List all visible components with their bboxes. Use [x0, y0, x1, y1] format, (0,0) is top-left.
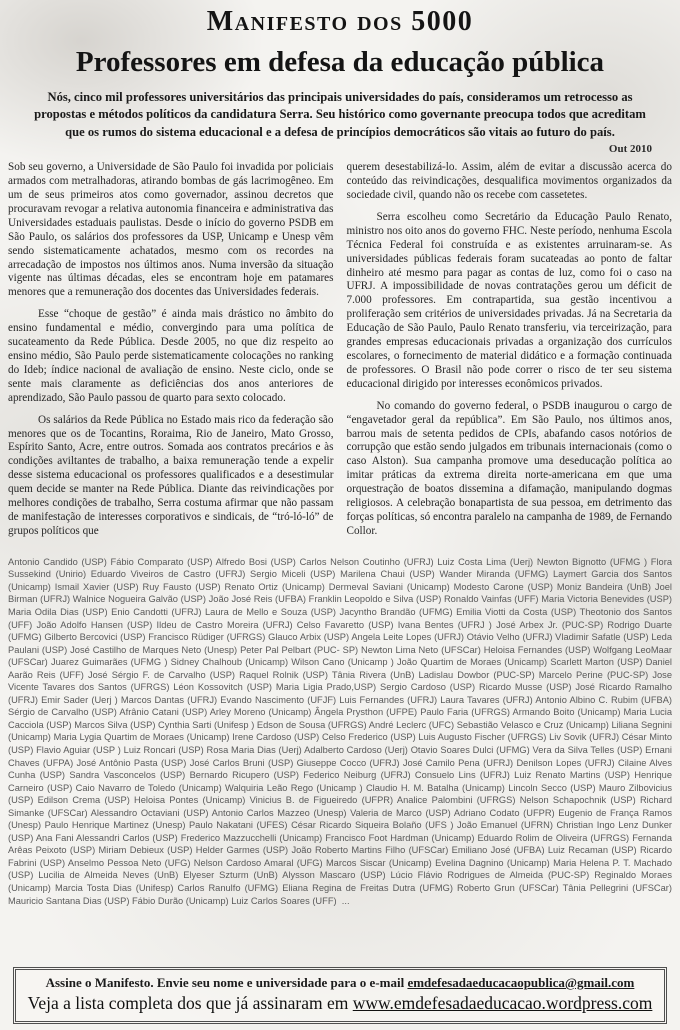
email-link[interactable]: emdefesadaeducacaopublica@gmail.com [407, 975, 635, 990]
website-link[interactable]: www.emdefesadaeducacao.wordpress.com [352, 993, 653, 1013]
right-column [347, 161, 673, 547]
article-body [0, 155, 680, 547]
intro-paragraph: Nós, cinco mil professores universitários das principais universidades do país, consideramos um retrocesso as propostas e métodos políticos da candidatura Serra. Seu histórico como governante preocupa todos que acreditam que os rumos do sistema educacional e a defesa de princípios democráticos são vitais ao futuro do país. [34, 89, 646, 140]
dateline: Out 2010 [608, 143, 652, 156]
paragraph: Serra escolheu como Secretário da Educação Paulo Renato, ministro nos oito anos do governo FHC. Neste período, nenhuma Escola Técnica Federal foi construída e as existentes arruinaram-se. As universidades públicas federais foram sucateadas ao ponto de faltar dinheiro até mesmo para pagar as contas de luz, como foi o caso na UFRJ. A impossibilidade de novas contratações gerou um déficit de 7.000 professores. Em contrapartida, sua gestão incentivou a proliferação sem critérios de universidades privadas. Já na Secretaria da Educação de São Paulo, Paulo Renato transferiu, via terceirização, para grandes empresas educacionais privadas a organização dos currículos escolares, o fornecimento de material didático e a formação continuada de professores. O Brasil não pode correr o risco de ter seu sistema educacional dirigido por interesses econômicos privados. [346, 210, 672, 390]
paragraph: Os salários da Rede Pública no Estado mais rico da federação são menores que os de Tocantins, Roraima, Rio de Janeiro, Mato Grosso, Espírito Santo, Acre, entre outros. Somada aos contratos precários e às condições aviltantes de trabalho, a baixa remuneração tende a expelir desse sistema educacional os professores qualificados e a desestimular quem decide se manter na Rede Pública. Diante das reivindicações por melhores condições de trabalho, Serra costuma afirmar que não passam de manifestação de interesses corporativos e sindicais, de “tró-ló-ló” de grupos políticos que [8, 413, 334, 537]
page-title: Manifesto dos 5000 [206, 6, 474, 37]
footer-call-to-action [13, 967, 667, 1024]
signatory-names: Antonio Candido (USP) Fábio Comparato (USP) Alfredo Bosi (USP) Carlos Nelson Coutinho (UFRJ) Luiz Costa Lima (Uerj) Newton Bignotto (UFMG ) Flora Sussekind (Unirio) Eduardo Viveiros de Castro (UFRJ) Sergio Miceli (USP) Marilena Chaui (USP) Wander Miranda (UFMG) Laymert Garcia dos Santos (Unicamp) Ismail Xavier (USP) Ruy Fausto (USP) Renato Ortiz (Unicamp) Dermeval Saviani (Unicamp) Modesto Carone (USP) Moniz Bandeira (UnB) Joel Birman (UFRJ) Walnice Nogueira Galvão (USP) João José Reis (UFBA) Franklin Leopoldo e Silva (USP) Ronaldo Vainfas (UFF) Maria Victoria Benevides (USP) Maria Odila Dias (USP) Enio Candotti (UFRJ) Laura de Mello e Souza (USP) Jacyntho Brandão (UFMG) Emilia Viotti da Costa (USP) Theotonio dos Santos (UFF) João Adolfo Hansen (USP) Ildeu de Castro Moreira (UFRJ) Celso Favaretto (USP) Ivana Bentes (UFRJ ) José Arbex Jr. (PUC-SP) Rodrigo Duarte (UFMG) Gilberto Bercovici (USP) Francisco Rüdiger (UFRGS) Glauco Arbix (USP) Angela Leite Lopes (UFRJ) Otávio Velho (UFRJ) Vladimir Safatle (USP) Leda Paulani (USP) José Castilho de Marques Neto (Unesp) Peter Pal Pelbart (PUC- SP) Newton Lima Neto (UFSCar) Heloisa Fernandes (USP) Wolfgang LeoMaar (UFSCar) Juarez Guimarães (UFMG ) Sidney Chalhoub (Unicamp) Wilson Cano (Unicamp ) João Quartim de Moraes (Unicamp) Scarlett Marton (USP) Daniel Aarão Reis (UFF) José Sérgio F. de Carvalho (USP) Raquel Rolnik (USP) Tânia Rivera (UnB) Ladislau Dowbor (PUC-SP) Marcelo Perine (PUC-SP) Jose Vicente Tavares dos Santos (UFRGS) Léon Kossovitch (USP) Maria Ligia Prado,USP) Sergio Cardoso (USP) Ricardo Musse (USP) José Ricardo Ramalho (UFRJ) Emir Sader (Uerj ) Marcos Dantas (UFRJ) Evando Nascimento (UFJF) Luis Fernandes (UFRJ) Laura Tavares (UFRJ) Antonio Albino C. Rubim (UFBA) Sérgio de Carvalho (USP) Afrânio Catani (USP) Arley Moreno (Unicamp) Ângela Prysthon (UFPE) Paulo Faria (UFRGS) Armando Boito (Unicamp) Maria Lucia Cacciola (USP) Marcos Silva (USP) Cynthia Sarti (Unifesp ) Edson de Sousa (UFRGS) André Leclerc (UFC) Sebastião Velasco e Cruz (Unicamp) Liliana Segnini (Unicamp) Maria Lygia Quartim de Moraes (Unicamp) Irene Cardoso (USP) Celso Frederico (USP) Luis Augusto Fischer (UFRGS) Liv Sovik (UFRJ) César Minto (USP) Flavio Aguiar (USP ) Luiz Roncari (USP) Rosa Maria Dias (Uerj) Adalberto Cardoso (Uerj) Otavio Soares Dulci (UFMG) Vera da Silva Telles (USP) Ernani Chaves (UFPA) José Antônio Pasta (USP) José Carlos Bruni (USP) Giuseppe Cocco (UFRJ) José Camilo Pena (UFRJ) Denilson Lopes (UFRJ) Cilaine Alves Cunha (USP) Sandra Vasconcelos (USP) Bernardo Ricupero (USP) Federico Neiburg (UFRJ) Consuelo Lins (UFRJ) Luiz Renato Martins (USP) Henrique Carneiro (USP) Caio Navarro de Toledo (Unicamp) Walquiria Leão Rego (Unicamp ) Claudio H. M. Batalha (Unicamp) Lincoln Secco (USP) Mauro Zilbovicius (USP) Edilson Crema (USP) Heloisa Pontes (Unicamp) Vinicius B. de Figueiredo (UFPR) Analice Palombini (UFRGS) Nelson Schapochnik (USP) Richard Simanke (UFSCar) Alessandro Octaviani (USP) Antonio Carlos Mazzeo (Unesp) Valeria de Marco (USP) Adriano Codato (UFPR) Eugenio de França Ramos (Unesp) Paulo Henrique Martinez (Unesp) Paulo Nakatani (UFES) César Ricardo Siqueira Bolaño (UFS ) João Emanuel (UFRN) Christian Ingo Lenz Dunker (USP) Ana Fani Alessandri Carlos (USP) Frederico Mazzucchelli (Unicamp) Francisco Foot Hardman (Unicamp) Eduardo Rolim de Oliveira (UFRGS) Fernanda Arêas Peixoto (USP) Miriam Debieux (USP) Helder Garmes (USP) João Roberto Martins Filho (UFSCar) Emiliano José (UFBA) Luiz Recaman (USP) Ricardo Fabrini (USP) Anselmo Pessoa Neto (UFG) Nelson Cardoso Amaral (UFG) Marcos Siscar (Unicamp) Evelina Dagnino (Unicamp) Maria Helena P. T. Machado (USP) Lucilia de Almeida Neves (UnB) Elyeser Szturm (UnB) Alysson Mascaro (USP) Lúcio Flávio Rodrigues de Almeida (PUC-SP) Reginaldo Moraes (Unicamp) Marcia Tosta Dias (Unifesp) Carlos Ranulfo (UFMG) Eliana Regina de Freitas Dutra (UFMG) Roberto Grun (UFSCar) Tânia Pellegrini (UFSCar) Mauricio Santana Dias (USP) Fábio Durão (Unicamp) Luiz Carlos Soares (UFF) [8, 556, 672, 906]
footer-signup-line [26, 975, 654, 991]
signatories-list [8, 556, 672, 907]
paragraph: Sob seu governo, a Universidade de São Paulo foi invadida por policiais armados com metralhadoras, atirando bombas de gás lacrimogêneo. Em um de seus primeiros atos como governador, assinou decretos que procuravam revogar a relativa autonomia financeira e administrativa das Universidades estaduais paulistas. Desde o início do governo PSDB em São Paulo, os salários dos professores da USP, Unicamp e Unesp vêm sendo sistematicamente achatados, mesmo com os recordes na arrecadação de impostos nos últimos anos. Numa inversão da situação vigente nas últimas décadas, eles se encontram hoje em patamares menores que a remuneração dos docentes das Universidades federais. [8, 161, 334, 299]
paragraph: querem desestabilizá-lo. Assim, além de evitar a discussão acerca do conteúdo das reivindicações, desqualifica movimentos organizados da sociedade civil, quando não os recebe com cassetetes. [346, 161, 672, 202]
page-subtitle: Professores em defesa da educação pública [75, 45, 605, 78]
left-column [8, 161, 334, 547]
masthead [0, 0, 680, 155]
footer-signup-text: Assine o Manifesto. Envie seu nome e universidade para o e-mail [45, 975, 408, 990]
footer-list-text: Veja a lista completa dos que já assinaram em [27, 993, 353, 1013]
footer-list-line [26, 993, 654, 1014]
paragraph: No comando do governo federal, o PSDB inaugurou o cargo de “engavetador geral da república”. Em São Paulo, nos últimos anos, barrou mais de setenta pedidos de CPIs, abafando casos notórios de corrupção que estão sendo julgados em tribunais internacionais (como o caso Alston). Sua campanha promove uma deseducação política ao imitar práticas da extrema direita norte-americana em que uma orquestração de boatos dissemina a difamação, manipulando dogmas religiosos. A celebração bonapartista de sua pessoa, em detrimento das forças políticas, só encontra paralelo na campanha de 1989, de Fernando Collor. [346, 399, 672, 537]
paragraph: Esse “choque de gestão” é ainda mais drástico no âmbito do ensino fundamental e médio, convergindo para uma política de sucateamento da Rede Pública. Desde 2005, no que diz respeito ao ensino médio, São Paulo perde sistematicamente colocações no ranking do Ideb; índice nacional de avaliação de ensino. Neste ciclo, onde se sente mais claramente as deficiências dos anos anteriores de aprendizado, São Paulo passou de quarto para sexto colocado. [8, 308, 334, 404]
signatories-ellipsis: ... [341, 895, 350, 906]
